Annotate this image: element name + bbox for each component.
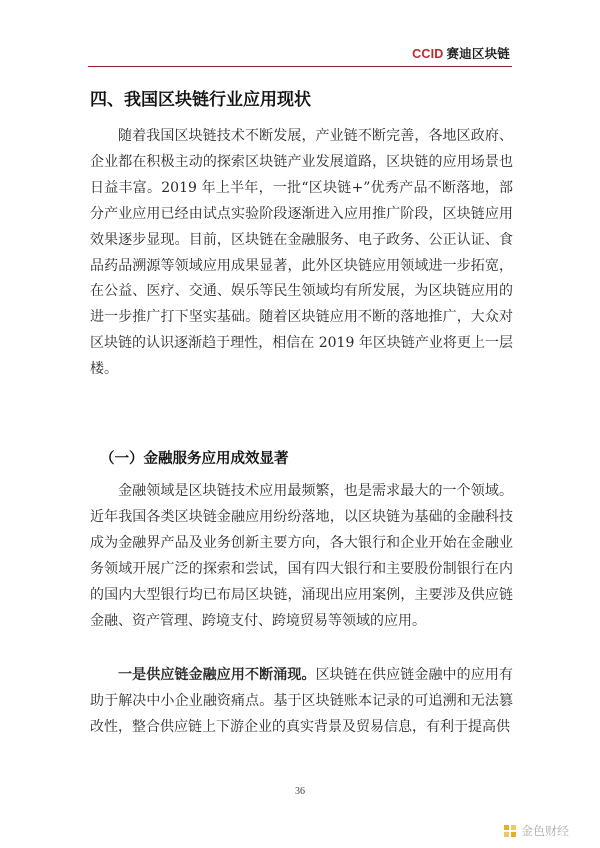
header-divider (88, 66, 512, 67)
finance-paragraph-block (90, 479, 513, 634)
finance-paragraph: 金融领域是区块链技术应用最频繁，也是需求最大的一个领域。近年我国各类区块链金融应用纷纷落地，以区块链为基础的金融科技成为金融界产品及业务创新主要方向，各大银行和企业开始在金融业务领域开展广泛的探索和尝试，国有四大银行和主要股份制银行在内的国内大型银行均已布局区块链，涌现出应用案例，主要涉及供应链金融、资产管理、跨境支付、跨境贸易等领域的应用。 (90, 483, 513, 629)
supply-chain-lead: 一是供应链金融应用不断涌现。 (118, 667, 316, 683)
watermark-text: 金色财经 (521, 824, 570, 838)
supply-chain-paragraph (90, 663, 513, 741)
supply-chain-paragraph-block (90, 663, 513, 741)
golden-logo-icon (503, 824, 517, 838)
watermark (503, 822, 569, 839)
brand-prefix: CCID (412, 47, 444, 61)
section-title: 四、我国区块链行业应用现状 (90, 90, 311, 110)
intro-paragraph-block (90, 124, 513, 383)
page-number: 36 (295, 786, 305, 797)
intro-paragraph: 随着我国区块链技术不断发展，产业链不断完善，各地区政府、企业都在积极主动的探索区块链产业发展道路，区块链的应用场景也日益丰富。2019 年上半年，一批“区块链+”优秀产品不断落地，部分产业应用已经由试点实验阶段逐渐进入应用推广阶段，区块链应用效果逐步显现。目前，区块链在金融服务、电子政务、公正认证、食品药品溯源等领域应用成果显著，此外区块链应用领域进一步拓宽，在公益、医疗、交通、娱乐等民生领域均有所发展，为区块链应用的进一步推广打下坚实基础。随着区块链应用不断的落地推广，大众对区块链的认识逐渐趋于理性，相信在 2019 年区块链产业将更上一层楼。 (90, 128, 513, 378)
supply-chain-body: 区块链在供应链金融中的应用有助于解决中小企业融资痛点。基于区块链账本记录的可追溯和无法篡改性，整合供应链上下游企业的真实背景及贸易信息，有利于提高供 (90, 667, 514, 735)
subsection-title: （一）金融服务应用成效显著 (100, 451, 289, 467)
brand-name: 赛迪区块链 (446, 47, 510, 61)
header-brand (412, 44, 510, 62)
